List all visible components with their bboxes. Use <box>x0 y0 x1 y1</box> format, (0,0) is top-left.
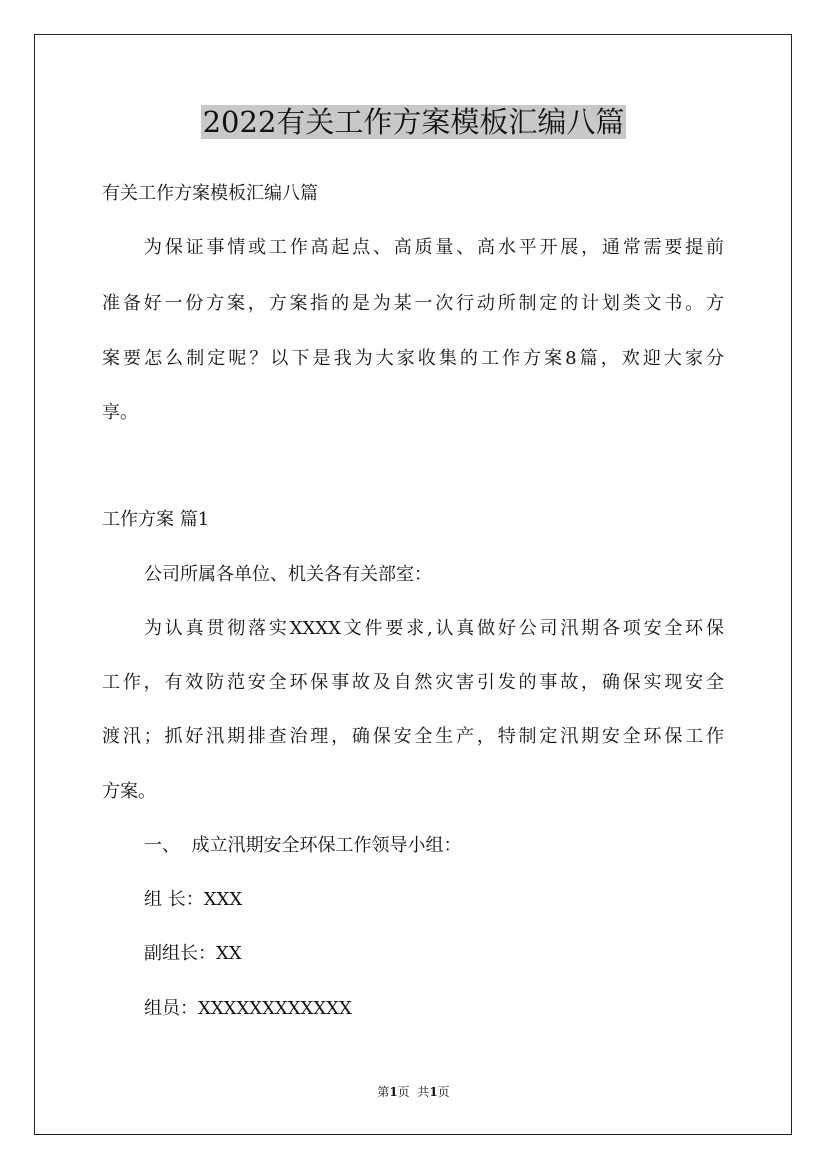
leader-line: 组 长：XXX <box>144 889 243 910</box>
body-line-3: 渡汛；抓好汛期排查治理，确保安全生产，特制定汛期安全环保工作 <box>102 726 724 747</box>
body-line-1: 为认真贯彻落实XXXX文件要求,认真做好公司汛期各项安全环保 <box>144 618 724 639</box>
intro-line-2: 准备好一份方案，方案指的是为某一次行动所制定的计划类文书。方 <box>102 293 724 314</box>
footer-prefix: 第 <box>377 1085 390 1099</box>
document-title <box>0 102 827 142</box>
intro-line-4: 享。 <box>102 402 138 423</box>
intro-line-1: 为保证事情或工作高起点、高质量、高水平开展，通常需要提前 <box>144 237 724 258</box>
footer-current-page: 1 <box>389 1085 398 1099</box>
page-footer <box>0 1084 827 1100</box>
footer-suffix: 页 <box>437 1085 450 1099</box>
members-line: 组员：XXXXXXXXXXXX <box>144 998 352 1019</box>
footer-total-pages: 1 <box>429 1085 438 1099</box>
body-line-4: 方案。 <box>102 781 156 802</box>
section-heading: 工作方案 篇1 <box>102 509 210 530</box>
document-title-text: 2022有关工作方案模板汇编八篇 <box>202 105 625 139</box>
footer-mid: 页 共 <box>397 1085 430 1099</box>
deputy-line: 副组长：XX <box>144 943 242 964</box>
body-line-2: 工作，有效防范安全环保事故及自然灾害引发的事故，确保实现安全 <box>102 672 724 693</box>
document-subtitle: 有关工作方案模板汇编八篇 <box>102 183 318 204</box>
salutation: 公司所属各单位、机关各有关部室： <box>144 564 432 585</box>
intro-line-3: 案要怎么制定呢？以下是我为大家收集的工作方案8篇，欢迎大家分 <box>102 348 724 369</box>
item-heading: 一、 成立汛期安全环保工作领导小组： <box>144 835 462 856</box>
